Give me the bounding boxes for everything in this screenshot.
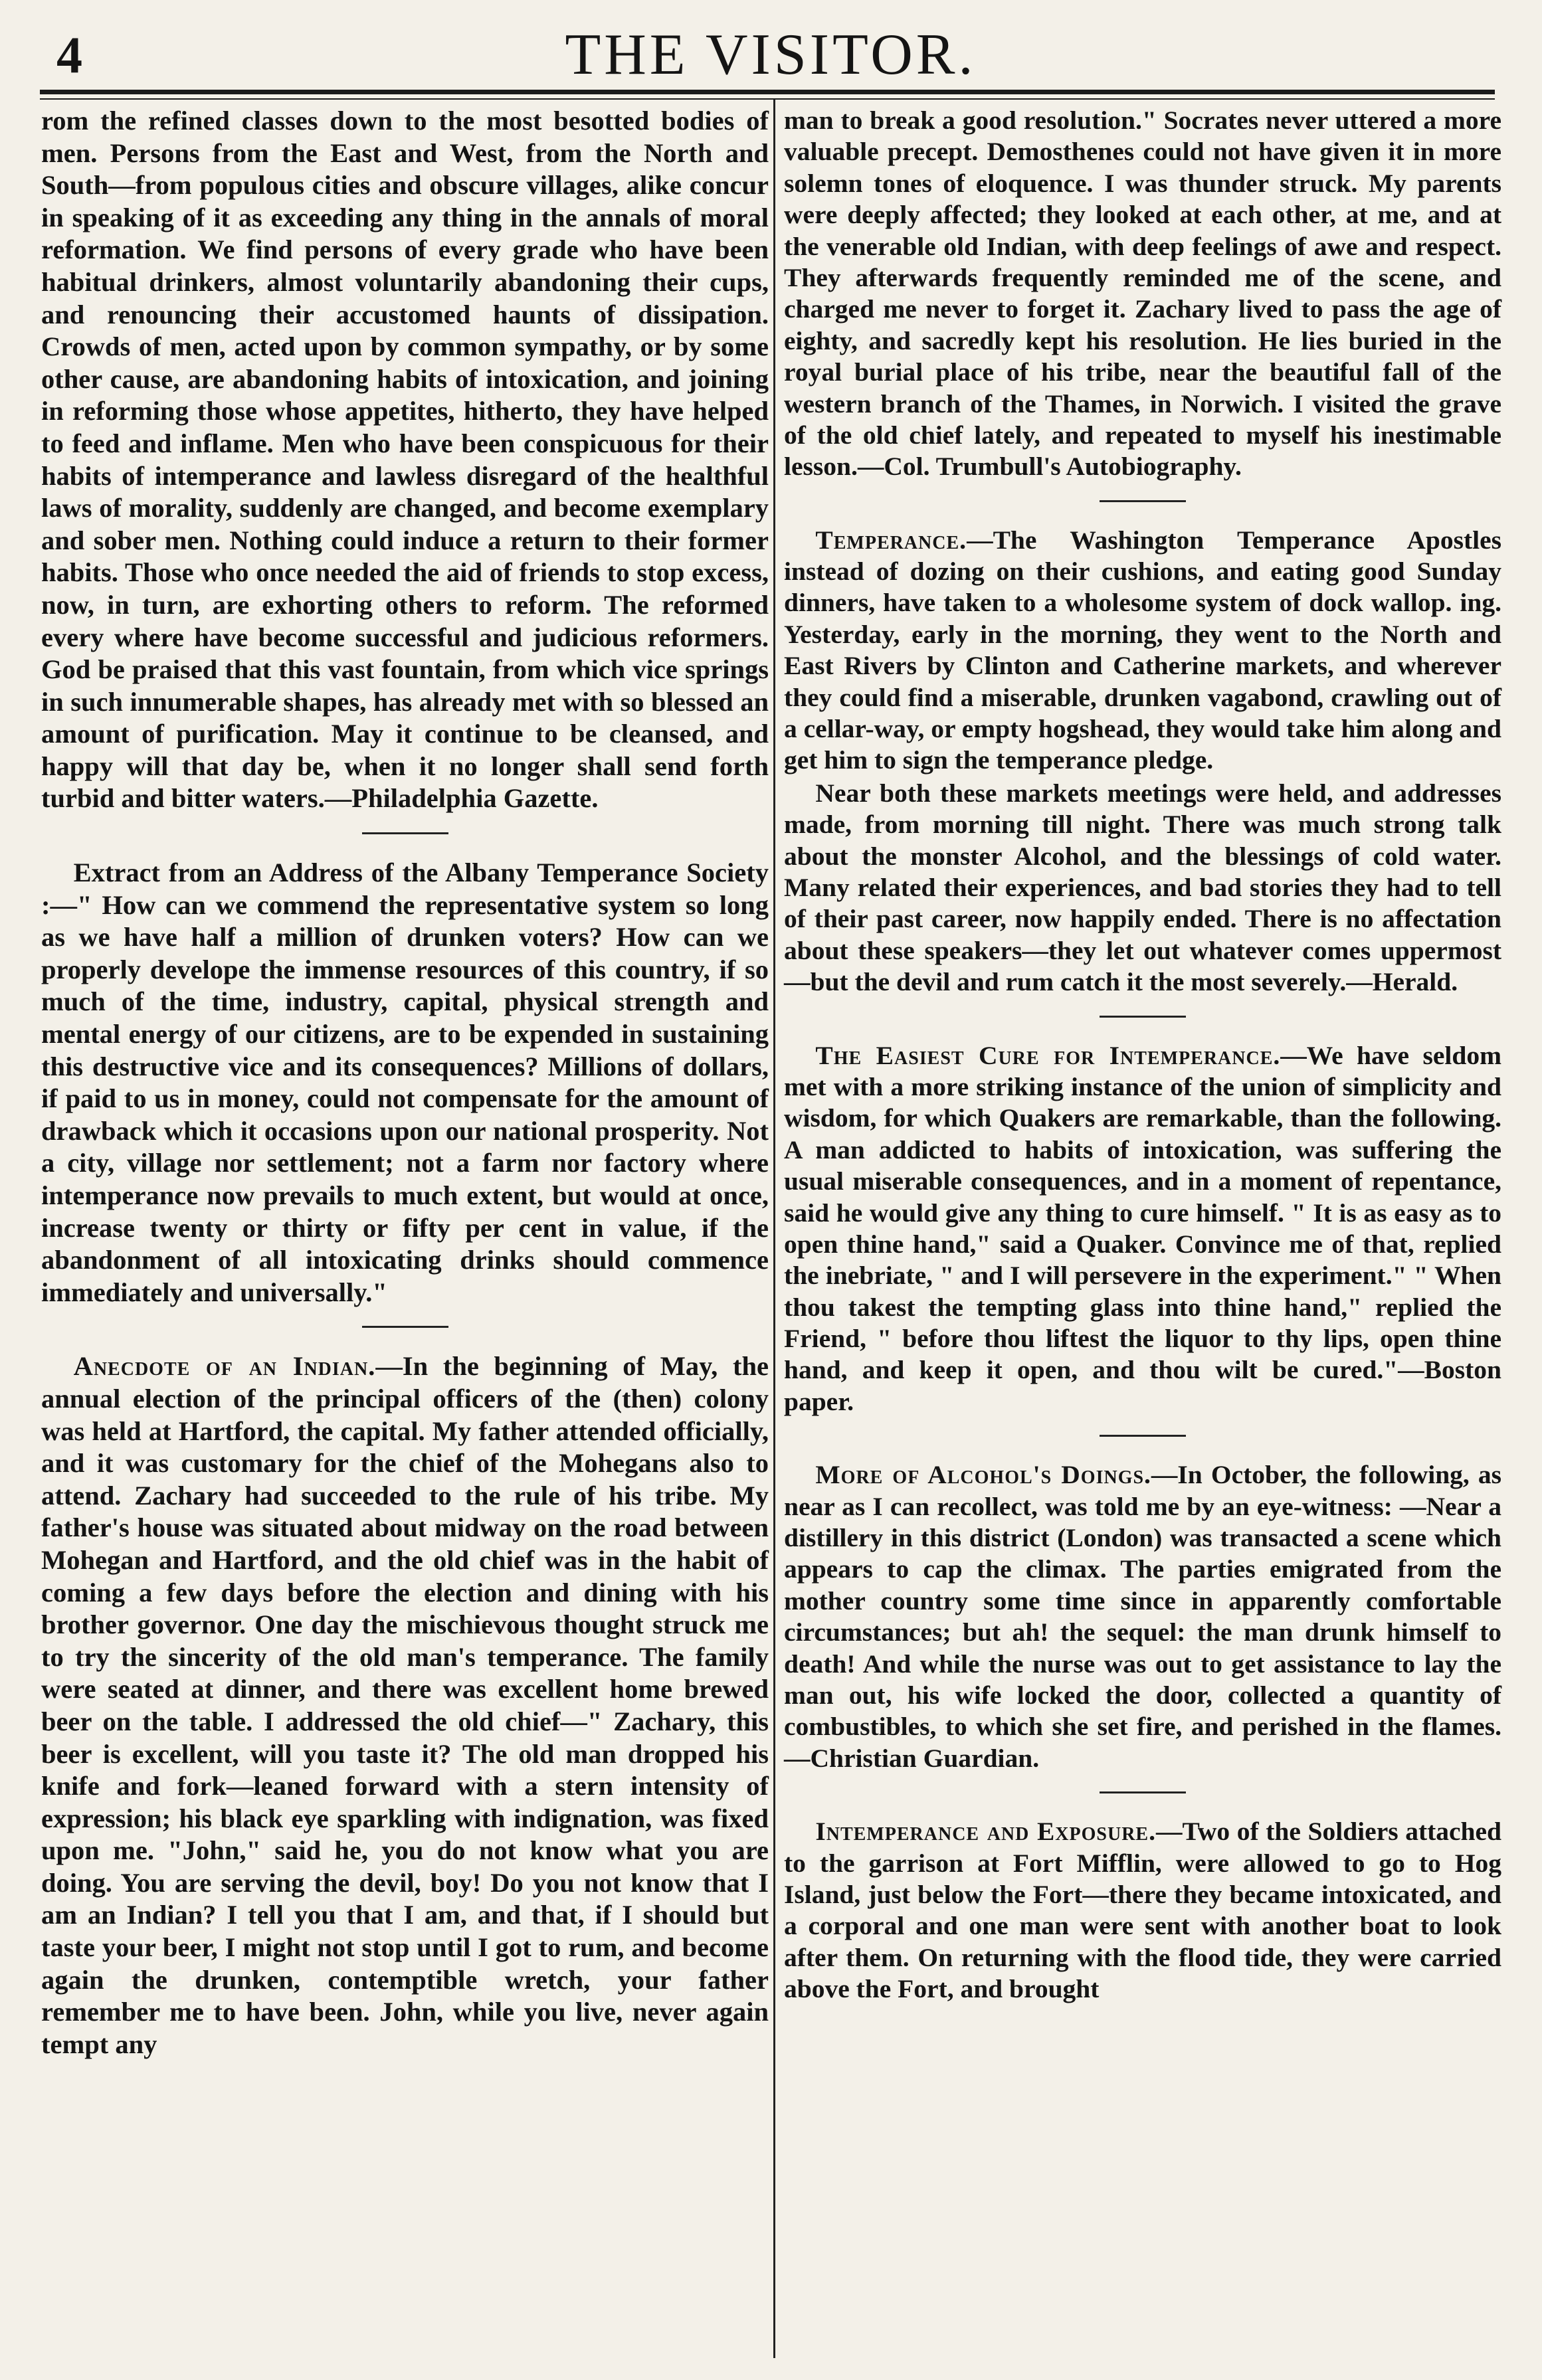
column-divider (773, 100, 775, 2358)
article-heading: More of Alcohol's Doings. (815, 1460, 1151, 1490)
header-rule-thin (40, 98, 1495, 100)
article-separator (1100, 1791, 1186, 1793)
article-heading: Intemperance and Exposure. (815, 1817, 1156, 1847)
article-heading: Anecdote of an Indian. (73, 1351, 376, 1382)
newspaper-title: THE VISITOR. (565, 23, 977, 87)
article-separator (362, 1326, 448, 1328)
article-separator (1100, 1435, 1186, 1437)
article-separator (1100, 500, 1186, 502)
article-temperance (784, 525, 1501, 777)
article-indian-anecdote (41, 1350, 769, 2060)
article-heading: Temperance. (815, 525, 967, 555)
article-albany-text: Extract from an Address of the Albany Temperance Society :—" How can we commend the representative system so long as we have half a million of drunken voters? How can we properly develope the immense resources of this country, if so much of the time, industry, capital, physical strength and mental energy of our citizens, are to be expended in sustaining this destructive vice and its consequences? Millions of dollars, if paid to us in money, could not compensate for the amount of drawback which it occasions upon our national prosperity. Not a city, village nor settlement; not a farm nor factory where intemperance now prevails to much extent, but would at once, increase twenty or thirty or fifty per cent in value, if the abandonment of all intoxicating drinks should commence immediately and universally." (41, 858, 769, 1307)
article-alcohol-doings (784, 1459, 1501, 1774)
article-easiest-cure (784, 1040, 1501, 1418)
article-intemperance-exposure (784, 1816, 1501, 2005)
article-body: —We have seldom met with a more striking instance of the union of simplicity and wisdom, for which Quakers are remarkable, than the following. A man addicted to habits of intoxication, was suffering the usual miserable consequences, and in a moment of repentance, said he would give any thing to cure himself. " It is as easy as to open thine hand," said a Quaker. Convince me of that, replied the inebriate, " and I will persevere in the experiment." " When thou takest the tempting glass into thine hand," replied the Friend, " before thou liftest the liquor to thy lips, open thine hand, and keep it open, and thou wilt be cured."—Boston paper. (784, 1040, 1502, 1416)
page-number: 4 (56, 26, 82, 84)
article-heading: The Easiest Cure for Intemperance. (815, 1040, 1281, 1070)
article-reform-text: rom the refined classes down to the most besotted bodies of men. Persons from the East and West, from the North and South—from populous cities and obscure villages, alike concur in speaking of it as exceeding any thing in the annals of moral reformation. We find persons of every grade who have been habitual drinkers, almost voluntarily abandoning their cups, and renouncing their accustomed haunts of dissipation. Crowds of men, acted upon by common sympathy, or by some other cause, are abandoning habits of intoxication, and joining in reforming those whose appetites, hitherto, they have helped to feed and inflame. Men who have been conspicuous for their habits of intemperance and lawless disregard of the healthful laws of morality, suddenly are changed, and become exemplary and sober men. Nothing could induce a return to their former habits. Those who once needed the aid of friends to stop excess, now, in turn, are exhorting others to reform. The reformed every where have become successful and judicious reformers. God be praised that this vast fountain, from which vice springs in such innumerable shapes, has already met with so blessed an amount of purification. May it continue to be cleansed, and happy will that day be, when it no longer shall send forth turbid and bitter waters.—Philadelphia Gazette. (41, 106, 769, 814)
right-column (784, 105, 1501, 2005)
article-body: —In October, the following, as near as I can recollect, was told me by an eye-witness: —Near a distillery in this district (London) was transacted a scene which appears to cap the climax. The parties emigrated from the mother country some time since in apparently comfortable circumstances; but ah! the sequel: the man drunk himself to death! And while the nurse was out to get assistance to lay the man out, his wife locked the door, collected a quantity of combustibles, to which she set fire, and perished in the flames.—Christian Guardian. (784, 1460, 1501, 1773)
masthead (56, 19, 1485, 98)
article-temperance-cont: Near both these markets meetings were held, and addresses made, from morning till night. There was much strong talk about the monster Alcohol, and the blessings of cold water. Many related their experiences, and bad stories they had to tell of their past career, now happily ended. There is no affectation about these speakers—they let out whatever comes uppermost—but the devil and rum catch it the most severely.—Herald. (784, 778, 1501, 997)
header-rule-thick (40, 90, 1495, 94)
article-indian-continued: man to break a good resolution." Socrates never uttered a more valuable precept. Demosthenes could not have given it in more solemn tones of eloquence. I was thunder struck. My parents were deeply affected; they looked at each other, at me, and at the venerable old Indian, with deep feelings of awe and respect. They afterwards frequently reminded me of the scene, and charged me never to forget it. Zachary lived to pass the age of eighty, and sacredly kept his resolution. He lies buried in the royal burial place of his tribe, near the beautiful fall of the western branch of the Thames, in Norwich. I visited the grave of the old chief lately, and repeated to myself his inestimable lesson.—Col. Trumbull's Autobiography. (784, 106, 1501, 482)
article-body: —In the beginning of May, the annual election of the principal officers of the (then) colony was held at Hartford, the capital. My father attended officially, and it was customary for the chief of the Mohegans also to attend. Zachary had succeeded to the rule of his tribe. My father's house was situated about midway on the road between Mohegan and Hartford, and the old chief was in the habit of coming a few days before the election and dining with his brother governor. One day the mischievous thought struck me to try the sincerity of the old man's temperance. The family were seated at dinner, and there was excellent home brewed beer on the table. I addressed the old chief—" Zachary, this beer is excellent, will you taste it? The old man dropped his knife and fork—leaned forward with a stern intensity of expression; his black eye sparkling with indignation, was fixed upon me. "John," said he, you do not know what you are doing. You are serving the devil, boy! Do you not know that I am an Indian? I tell you that I am, and that, if I should but taste your beer, I might not stop until I got to rum, and become again the drunken, contemptible wretch, your father remember me to have been. John, while you live, never again tempt any (41, 1351, 769, 2059)
article-body: —Two of the Soldiers attached to the garrison at Fort Mifflin, were allowed to go to Hog Island, just below the Fort—there they became intoxicated, and a corporal and one man were sent with another boat to look after them. On returning with the flood tide, they were carried above the Fort, and brought (784, 1817, 1501, 2004)
article-separator (1100, 1016, 1186, 1018)
article-separator (362, 832, 448, 834)
article-body: —The Washington Temperance Apostles instead of dozing on their cushions, and eating good Sunday dinners, have taken to a wholesome system of dock wallop. ing. Yesterday, early in the morning, they went to the North and East Rivers by Clinton and Catherine markets, and wherever they could find a miserable, drunken vagabond, crawling out of a cellar-way, or empty hogshead, they would take him along and get him to sign the temperance pledge. (784, 525, 1501, 775)
left-column (41, 105, 769, 2060)
